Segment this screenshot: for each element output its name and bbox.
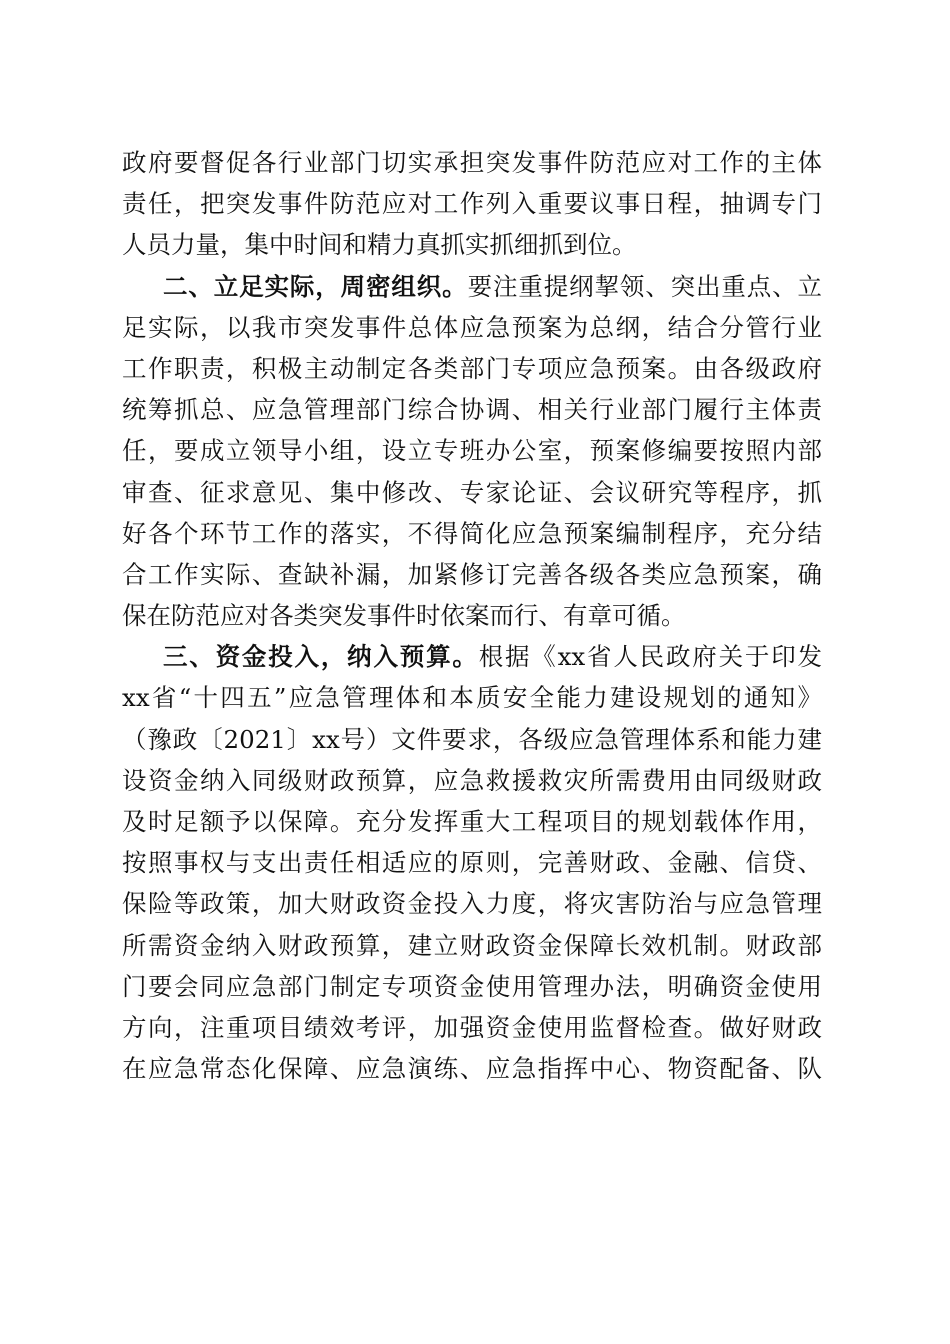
text-line: 工作职责，积极主动制定各类部门专项应急预案。由各级政府 bbox=[122, 353, 822, 383]
text-run: 要注重提纲挈领、突出重点、立 bbox=[467, 271, 823, 301]
text-line: （豫政〔2021〕xx号）文件要求，各级应急管理体系和能力建 bbox=[122, 724, 822, 754]
text-line: 及时足额予以保障。充分发挥重大工程项目的规划载体作用， bbox=[122, 807, 822, 836]
text-line: 保在防范应对各类突发事件时依案而行、有章可循。 bbox=[122, 601, 686, 631]
text-line: 在应急常态化保障、应急演练、应急指挥中心、物资配备、队 bbox=[122, 1054, 822, 1084]
text-line: 门要会同应急部门制定专项资金使用管理办法，明确资金使用 bbox=[122, 971, 822, 1001]
text-line: 所需资金纳入财政预算，建立财政资金保障长效机制。财政部 bbox=[122, 930, 822, 960]
text-line: 按照事权与支出责任相适应的原则，完善财政、金融、信贷、 bbox=[122, 848, 822, 878]
paragraph-2 bbox=[122, 266, 822, 637]
text-line: 审查、征求意见、集中修改、专家论证、会议研究等程序，抓 bbox=[122, 477, 822, 507]
paragraph-3 bbox=[122, 636, 822, 1089]
paragraph-first-line bbox=[122, 636, 822, 677]
text-line: 人员力量，集中时间和精力真抓实抓细抓到位。 bbox=[122, 230, 637, 260]
paragraph-first-line bbox=[122, 266, 822, 307]
text-line: 足实际，以我市突发事件总体应急预案为总纲，结合分管行业 bbox=[122, 312, 822, 342]
text-line: 政府要督促各行业部门切实承担突发事件防范应对工作的主体 bbox=[122, 148, 822, 177]
text-line: 保险等政策，加大财政资金投入力度，将灾害防治与应急管理 bbox=[122, 889, 822, 919]
text-line: 方向，注重项目绩效考评，加强资金使用监督检查。做好财政 bbox=[122, 1012, 822, 1042]
text-line: 任，要成立领导小组，设立专班办公室，预案修编要按照内部 bbox=[122, 436, 822, 466]
text-line: 合工作实际、查缺补漏，加紧修订完善各级各类应急预案，确 bbox=[122, 559, 822, 589]
document-page bbox=[122, 142, 822, 1089]
section-heading: 二、立足实际，周密组织。 bbox=[163, 271, 468, 301]
section-heading: 三、资金投入，纳入预算。 bbox=[163, 642, 479, 672]
text-line: 好各个环节工作的落实，不得简化应急预案编制程序，充分结 bbox=[122, 518, 822, 548]
text-line: 责任，把突发事件防范应对工作列入重要议事日程，抽调专门 bbox=[122, 189, 822, 219]
text-run: 根据《xx省人民政府关于印发 bbox=[478, 642, 823, 672]
text-line: 设资金纳入同级财政预算，应急救援救灾所需费用由同级财政 bbox=[122, 765, 822, 795]
text-line: xx省“十四五”应急管理体和本质安全能力建设规划的通知》 bbox=[122, 683, 822, 713]
paragraph-1 bbox=[122, 142, 822, 266]
text-line: 统筹抓总、应急管理部门综合协调、相关行业部门履行主体责 bbox=[122, 395, 822, 425]
